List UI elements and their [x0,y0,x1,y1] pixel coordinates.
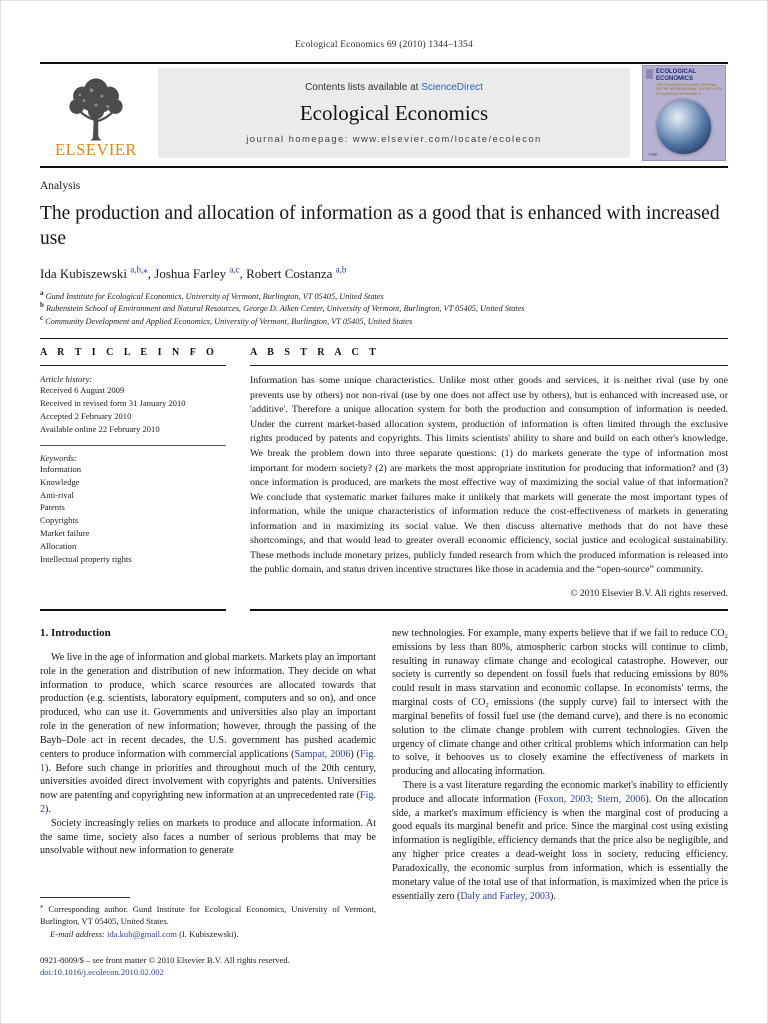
corresponding-author-note [40,903,376,928]
body-columns [40,627,728,979]
keyword-item: Market failure [40,528,90,539]
body-paragraph [392,627,728,779]
text-segment: , Joshua Farley [147,265,230,281]
abstract-column [250,347,728,611]
article-info-heading: A R T I C L E I N F O [40,347,218,359]
cover-footer: ISEE [649,152,658,157]
inline-citation-link[interactable]: Sampat, 2006 [294,748,351,760]
keyword-item: Information [40,463,82,474]
masthead-center [158,68,630,158]
contents-prefix: Contents lists available at [305,81,422,93]
masthead-bottom-rule [40,166,728,168]
journal-title: Ecological Economics [299,100,489,125]
contents-line [305,82,483,93]
keyword-item: Anti-rival [40,489,74,500]
superscript-marker: ⁎ [40,901,44,910]
text-segment: We live in the age of information and global markets. Markets play an important role in the generation and distribution of new information. They decide on what information to produce, which scarce resources are allocated towards that production (e.g. scientists, laboratory equipment, computers and so on), and once produced, who can use it. Governments and universities also play an important role in the generation of new information; however, through the passing of the Bayh–Dole act in recent decades, the U.S. government has pushed academic centers to produce information with commercial applications ( [40,651,376,760]
journal-cover-thumbnail[interactable] [640,64,728,162]
keyword-item: Patents [40,502,65,513]
keywords-list [40,463,226,566]
keywords-label: Keywords: [40,452,77,463]
affiliation-line: $^b$ Rubenstein School of Environment and Natural Resources, George D. Aiken Center, University of Vermont, Burlington, VT 05405, United States [40,301,525,314]
text-segment: Corresponding author. Gund Institute for Ecological Economics, University of Vermont, Burlington, VT 05405, United States. [40,903,376,927]
article-type-label: Analysis [40,180,81,192]
inline-citation-link[interactable]: ida.kub@gmail.com [106,928,177,939]
inline-citation-link[interactable]: a,b [335,264,347,275]
article-history-line: Accepted 2 February 2010 [40,411,132,421]
text-segment: new technologies. For example, many experts believe that if we fail to reduce CO₂ emissions by less than 80%, atmospheric carbon stocks will continue to climb, resulting in runaway climate change and ecological catastrophe. However, our society is currently so dependent on fossil fuels that reducing emissions by 80% could result in mass starvation and economic collapse. In economists' terms, the marginal costs of CO₂ emissions (the supply curve) fail to intersect with the marginal benefits of fossil fuel use (the demand curve), and there is no economic solution to the climate change problem with current technologies. Given the urgency of climate change and other critical problems which information can help to solve, it behooves us to closely examine the effectiveness of markets in producing and allocating information. [392,627,728,778]
affiliation-line: $^a$ Gund Institute for Ecological Economics, University of Vermont, Burlington, VT 05405, United States [40,289,384,301]
affiliation-superscript: a [40,289,44,298]
globe-image [657,100,711,154]
abstract-text: Information has some unique characteristics. Unlike most other goods and services, it is neither rival (use by one prevents use by others) nor non-rival (use by one does not affect use by others), but is enhanced with increased use, or 'additive'. Therefore a unique allocation system for both the production and consumption of information is needed. Under the current market-based allocation system, production of information is often limited through the exclusive rights produced by patents and copyrights. This limits scientists' ability to share and build on each other's knowledge. We break the problem down into three separate questions: (1) do markets generate the type of information most important for modern society? (2) are markets the most appropriate institution for producing that information? and (3) once information is produced, are markets the most effective way of maximizing the social value of that information? We conclude that systematic market failures make it unlikely that markets will generate the most important types of information, while the unique characteristics of information reduce the cost-effectiveness of markets in generating information and in maximizing its social value. We then discuss alternative methods that do not have these shortcomings, and that would lead to greater overall economic efficiency, social justice and ecological sustainability. These methods include monetary prizes, publicly funded research from which the produced information is released into the public domain, and status driven incentive structures like those in academia and the “open-source” community. [250,375,728,576]
abstract-heading: A B S T R A C T [250,347,380,359]
copyright-line: © 2010 Elsevier B.V. All rights reserved. [570,587,728,599]
text-segment: E-mail address: [50,928,107,939]
body-right-column [392,627,728,979]
article-info-column [40,347,226,611]
journal-cover-image [642,65,726,161]
sciencedirect-link[interactable]: ScienceDirect [421,81,483,93]
author-line [40,266,728,282]
keyword-item: Allocation [40,541,77,552]
affiliation-superscript: b [40,301,44,310]
text-segment: ). Before such change in priorities and throughout much of the 20th century, universities avoided direct involvement with copyrights and patents. Universities now are patenting and copyrighting new information at an unprecedented rate ( [40,762,376,802]
article-history-line: Received in revised form 31 January 2010 [40,398,186,409]
keyword-item: Intellectual property rights [40,554,132,565]
article-history-list [40,384,226,436]
inline-citation-link[interactable]: Fig. 2 [40,790,376,815]
text-segment: ) ( [350,748,360,760]
elsevier-tree-icon [59,74,133,142]
body-paragraph [40,651,376,817]
text-segment: (I. Kubiszewski). [176,928,239,939]
text-segment: ). On the allocation side, a market's maximum efficiency is when the marginal cost of producing a good equals its marginal benefit and price. Since the marginal cost using existing information is negligible, efficiency demands that the price also be negligible, and any higher price creates a dead-weight loss in society, reducing efficiency. Paradoxically, the economic surplus from information, which is essentially the monetary value of the total use of that information, is maximized when the price is essentially zero ( [392,793,729,902]
text-segment: ). [45,803,51,815]
header-citation: Ecological Economics 69 (2010) 1344–1354 [295,40,473,50]
inline-citation-link[interactable]: Fig. 1 [40,748,376,774]
issn-line: 0921-8009/$ – see front matter © 2010 Elsevier B.V. All rights reserved. [40,954,290,965]
body-left-column [40,627,376,979]
abstract-rule [250,365,728,366]
inline-citation-link[interactable]: a,b,⁎ [130,264,148,275]
text-segment: Ida Kubiszewski [40,265,131,281]
footnote-rule [40,897,130,898]
keywords-rule [40,445,226,446]
text-segment: , Robert Costanza [239,265,336,281]
issn-copyright-block [40,954,376,979]
affiliation-superscript: c [40,314,44,323]
section-heading-introduction: 1. Introduction [40,626,111,639]
text-segment: Society increasingly relies on markets to produce and allocate information. At the same time, society also faces a number of serious problems that may be unsolvable without new information to generate [40,817,376,857]
article-title: The production and allocation of information as a good that is enhanced with increased use [40,203,720,249]
text-segment: ). [550,890,556,902]
article-info-rule [40,365,226,366]
keyword-item: Knowledge [40,476,80,487]
cover-logo-mark [646,69,653,79]
doi-link[interactable]: doi:10.1016/j.ecolecon.2010.02.002 [40,967,164,978]
body-paragraph [40,817,376,858]
article-history-line: Received 6 August 2009 [40,385,125,396]
footnote-block [40,897,376,979]
elsevier-wordmark: ELSEVIER [55,140,137,159]
text-segment: There is a vast literature regarding the economic market's inability to efficiently produce and allocate information ( [392,779,728,805]
keyword-item: Copyrights [40,515,79,526]
journal-homepage-link[interactable]: journal homepage: www.elsevier.com/locate/ecolecon [246,133,542,145]
article-history-label: Article history: [40,374,93,385]
inline-citation-link[interactable]: a,c [229,264,240,275]
masthead [40,64,728,162]
elsevier-logo[interactable] [40,64,152,162]
affiliation-line: $^c$ Community Development and Applied Economics, University of Vermont, Burlington, VT 05405, United States [40,314,413,326]
cover-subtitle: THE TRANSDISCIPLINARY JOURNAL OF THE INTERNATIONAL SOCIETY FOR ECOLOGICAL ECONOMICS [656,83,722,96]
cover-title: ECOLOGICAL ECONOMICS [656,69,696,82]
inline-citation-link[interactable]: Foxon, 2003; Stern, 2006 [537,793,646,805]
body-paragraph [392,779,728,903]
article-history-line: Available online 22 February 2010 [40,423,160,434]
email-line [40,928,376,940]
inline-citation-link[interactable]: Daly and Farley, 2003 [460,890,550,902]
affiliations [40,291,728,328]
info-abstract-section [40,338,728,611]
